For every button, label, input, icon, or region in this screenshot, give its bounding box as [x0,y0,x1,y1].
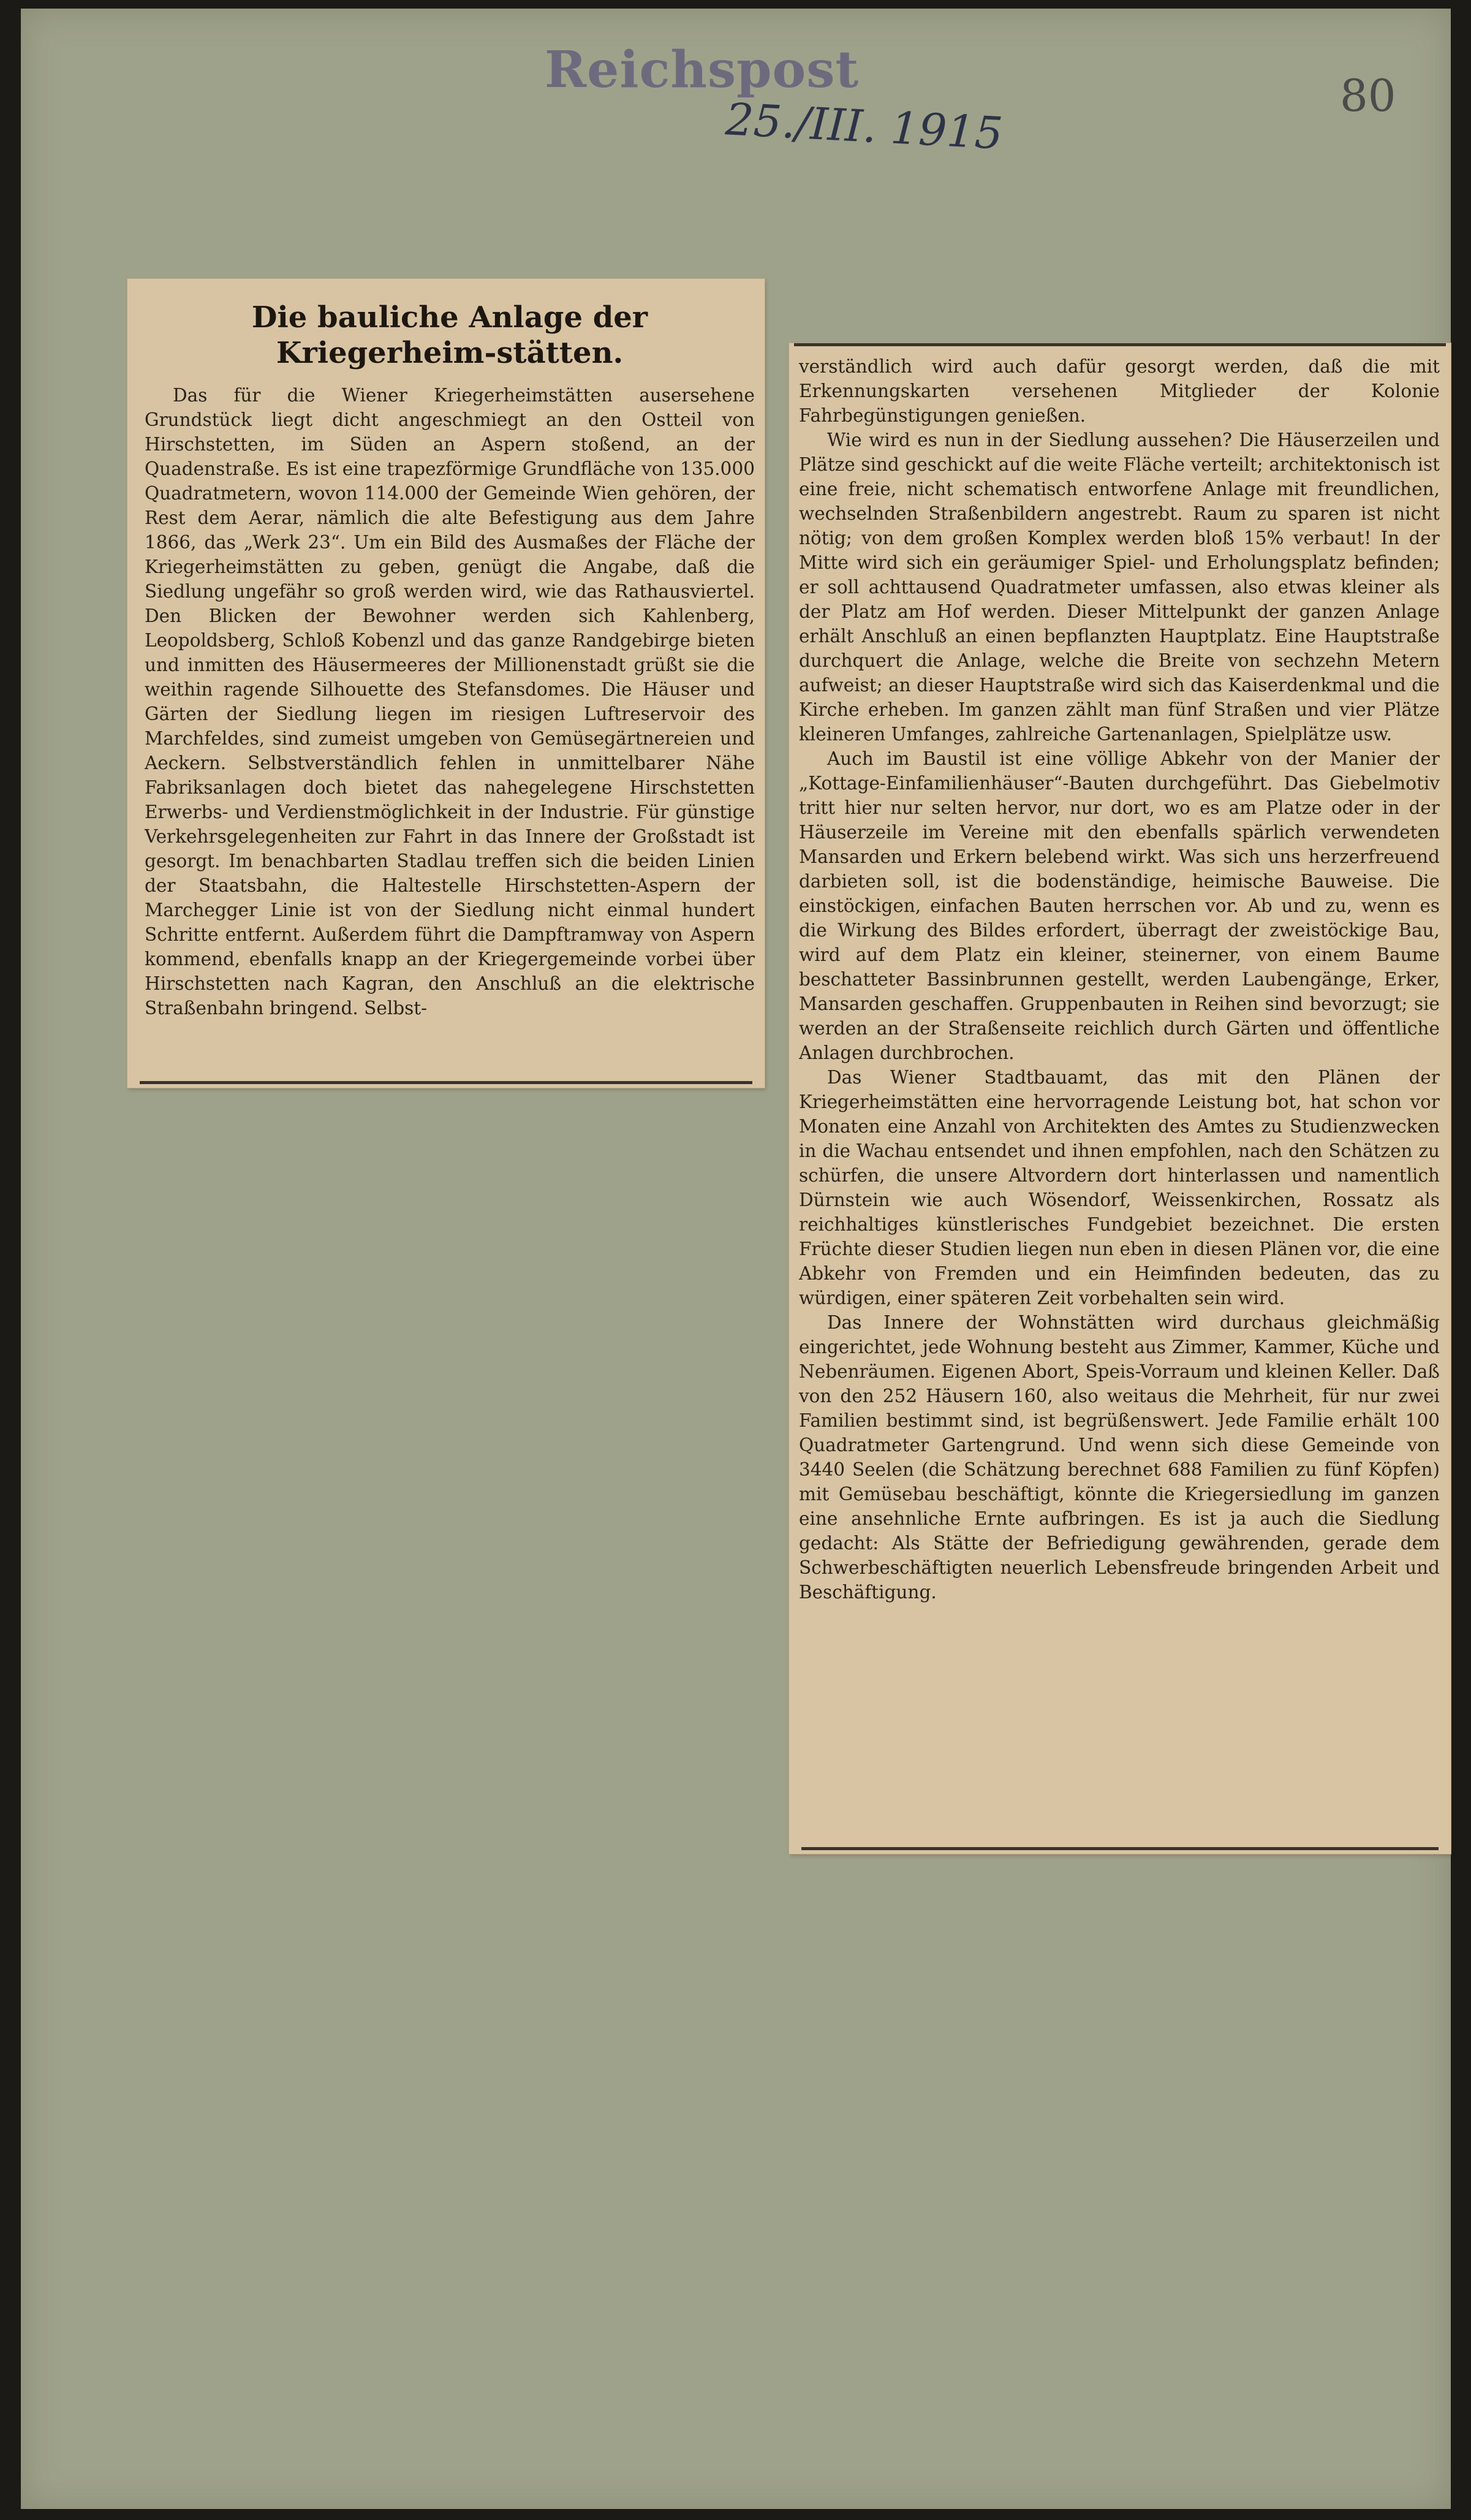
paragraph: Das Wiener Stadtbauamt, das mit den Plänen der Kriegerheimstätten eine hervorragende Leistung bot, hat schon vor Monaten eine Anzahl von Architekten des Amtes zu Studienzwecken in die Wachau entsendet und ihnen empfohlen, nach den Schätzen zu schürfen, die unsere Altvordern dort hinterlassen und namentlich Dürnstein wie auch Wösendorf, Weissenkirchen, Rossatz als reichhaltiges künstlerisches Fundgebiet bezeichnet. Die ersten Früchte dieser Studien liegen nun eben in diesen Plänen vor, die eine Abkehr von Fremden und ein Heimfinden bedeuten, das zu würdigen, einer späteren Zeit vorbehalten sein wird. [799,1067,1440,1308]
clipping-column-2 [789,343,1451,1854]
newspaper-stamp: Reichspost [545,40,860,99]
paragraph: Wie wird es nun in der Siedlung aussehen? Die Häuserzeilen und Plätze sind geschickt auf die weite Fläche verteilt; architektonisch ist eine freie, nicht schematisch entworfene Anlage mit freundlichen, wechselnden Straßenbildern angestrebt. Raum zu sparen ist nicht nötig; von dem großen Komplex werden bloß 15% verbaut! In der Mitte wird sich ein geräumiger Spiel- und Erholungsplatz befinden; er soll achttausend Quadratmeter umfassen, also etwas kleiner als der Platz am Hof werden. Dieser Mittelpunkt der ganzen Anlage erhält Anschluß an einen bepflanzten Hauptplatz. Eine Hauptstraße durchquert die Anlage, welche die Breite von sechzehn Metern aufweist; an dieser Hauptstraße wird sich das Kaiserdenkmal und die Kirche erheben. Im ganzen zählt man fünf Straßen und vier Plätze kleineren Umfanges, zahlreiche Gartenanlagen, Spielplätze usw. [799,430,1440,745]
paragraph: Auch im Baustil ist eine völlige Abkehr von der Manier der „Kottage-Einfamilienhäuser“-Bauten durchgeführt. Das Giebelmotiv tritt hier nur selten hervor, nur dort, wo es am Platze oder in der Häuserzeile im Vereine mit den ebenfalls spärlich verwendeten Mansarden und Erkern belebend wirkt. Was sich uns herzerfreuend darbieten soll, ist die bodenständige, heimische Bauweise. Die einstöckigen, einfachen Bauten herrschen vor. Ab und zu, wenn es die Wirkung des Bildes erfordert, überragt der zweistöckige Bau, wird auf dem Platz ein kleiner, steinerner, von einem Baume beschatteter Bassinbrunnen gestellt, werden Laubengänge, Erker, Mansarden geschaffen. Gruppenbauten in Reihen sind bevorzugt; sie werden an der Straßenseite reichlich durch Gärten und öffentliche Anlagen durchbrochen. [799,748,1440,1063]
paragraph: Das Innere der Wohnstätten wird durchaus gleichmäßig eingerichtet, jede Wohnung besteht aus Zimmer, Kammer, Küche und Nebenräumen. Eigenen Abort, Speis-Vorraum und kleinen Keller. Daß von den 252 Häusern 160, also weitaus die Mehrheit, für nur zwei Familien bestimmt sind, ist begrüßenswert. Jede Familie erhält 100 Quadratmeter Gartengrund. Und wenn sich diese Gemeinde von 3440 Seelen (die Schätzung berechnet 688 Familien zu fünf Köpfen) mit Gemüsebau beschäftigt, könnte die Kriegersiedlung im ganzen eine ansehnliche Ernte aufbringen. Es ist ja auch die Siedlung gedacht: Als Stätte der Befriedigung gewährenden, gerade dem Schwerbeschäftigten neuerlich Lebensfreude bringenden Arbeit und Beschäftigung. [799,1312,1440,1603]
handwritten-date: 25./III. 1915 [724,93,1004,159]
paragraph: Das für die Wiener Kriegerheimstätten ausersehene Grundstück liegt dicht angeschmiegt an den Ostteil von Hirschstetten, im Süden an Aspern stoßend, an der Quadenstraße. Es ist eine trapezförmige Grundfläche von 135.000 Quadratmetern, wovon 114.000 der Gemeinde Wien gehören, der Rest dem Aerar, nämlich die alte Befestigung aus dem Jahre 1866, das „Werk 23“. Um ein Bild des Ausmaßes der Fläche der Kriegerheimstätten zu geben, genügt die Angabe, daß die Siedlung ungefähr so groß werden wird, wie das Rathausviertel. Den Blicken der Bewohner werden sich Kahlenberg, Leopoldsberg, Schloß Kobenzl und das ganze Randgebirge bieten und inmitten des Häusermeeres der Millionenstadt grüßt sie die weithin ragende Silhouette des Stefansdomes. Die Häuser und Gärten der Siedlung liegen im riesigen Luftreservoir des Marchfeldes, sind zumeist umgeben von Gemüsegärtnereien und Aeckern. Selbstverständlich fehlen in unmittelbarer Nähe Fabriksanlagen doch bietet das nahegelegene Hirschstetten Erwerbs- und Verdienstmöglichkeit in der Industrie. Für günstige Verkehrsgelegenheiten zur Fahrt in das Innere der Großstadt ist gesorgt. Im benachbarten Stadlau treffen sich die beiden Linien der Staatsbahn, die Haltestelle Hirschstetten-Aspern der Marchegger Linie ist von der Siedlung nicht einmal hundert Schritte entfernt. Außerdem führt die Dampftramway von Aspern kommend, ebenfalls knapp an der Kriegergemeinde vorbei über Hirschstetten nach Kagran, den Anschluß an die elektrische Straßenbahn bringend. Selbst- [145,385,755,1019]
clipping-column-1 [127,279,765,1088]
article-headline: Die bauliche Anlage der Kriegerheim-stätten. [251,300,648,370]
page-number: 80 [1340,70,1396,121]
paragraph: verständlich wird auch dafür gesorgt werden, daß die mit Erkennungskarten versehenen Mitglieder der Kolonie Fahrbegünstigungen genießen. [799,356,1440,426]
